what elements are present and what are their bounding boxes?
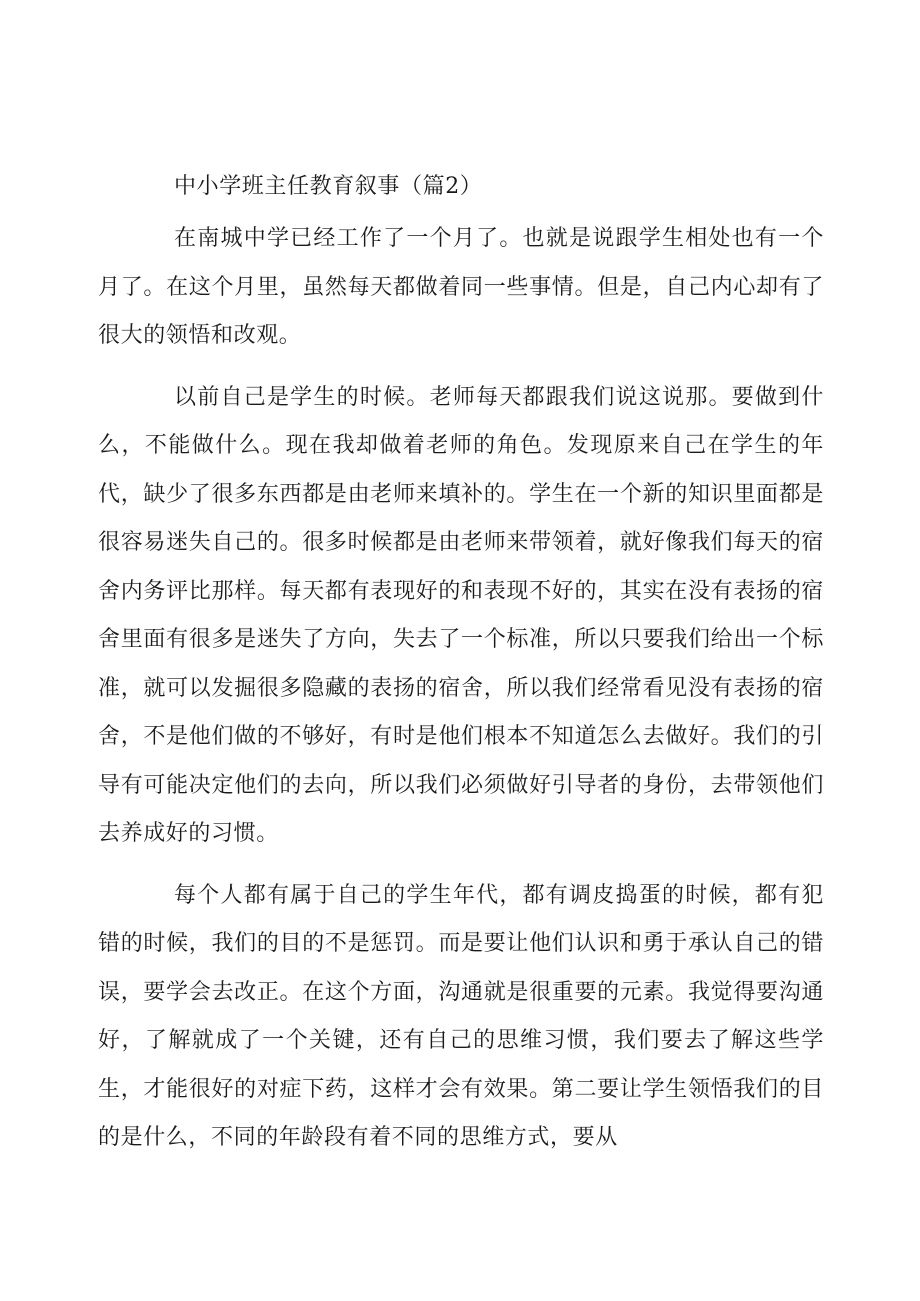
paragraph-1: 在南城中学已经工作了一个月了。也就是说跟学生相处也有一个月了。在这个月里，虽然每天都做着同一些事情。但是，自己内心却有了很大的领悟和改观。 bbox=[98, 226, 824, 348]
document-title: 中小学班主任教育叙事（篇2） bbox=[174, 174, 483, 199]
document-body bbox=[98, 172, 824, 1163]
paragraph-2: 以前自己是学生的时候。老师每天都跟我们说这说那。要做到什么，不能做什么。现在我却做着老师的角色。发现原来自己在学生的年代，缺少了很多东西都是由老师来填补的。学生在一个新的知识里面都是很容易迷失自己的。很多时候都是由老师来带领着，就好像我们每天的宿舍内务评比那样。每天都有表现好的和表现不好的，其实在没有表扬的宿舍里面有很多是迷失了方向，失去了一个标准，所以只要我们给出一个标准，就可以发掘很多隐藏的表扬的宿舍，所以我们经常看见没有表扬的宿舍，不是他们做的不够好，有时是他们根本不知道怎么去做好。我们的引导有可能决定他们的去向，所以我们必须做好引导者的身份，去带领他们去养成好的习惯。 bbox=[98, 384, 824, 846]
paragraph-3: 每个人都有属于自己的学生年代，都有调皮捣蛋的时候，都有犯错的时候，我们的目的不是惩罚。而是要让他们认识和勇于承认自己的错误，要学会去改正。在这个方面，沟通就是很重要的元素。我觉得要沟通好，了解就成了一个关键，还有自己的思维习惯，我们要去了解这些学生，才能很好的对症下药，这样才会有效果。第二要让学生领悟我们的目的是什么，不同的年龄段有着不同的思维方式，要从 bbox=[98, 882, 824, 1150]
